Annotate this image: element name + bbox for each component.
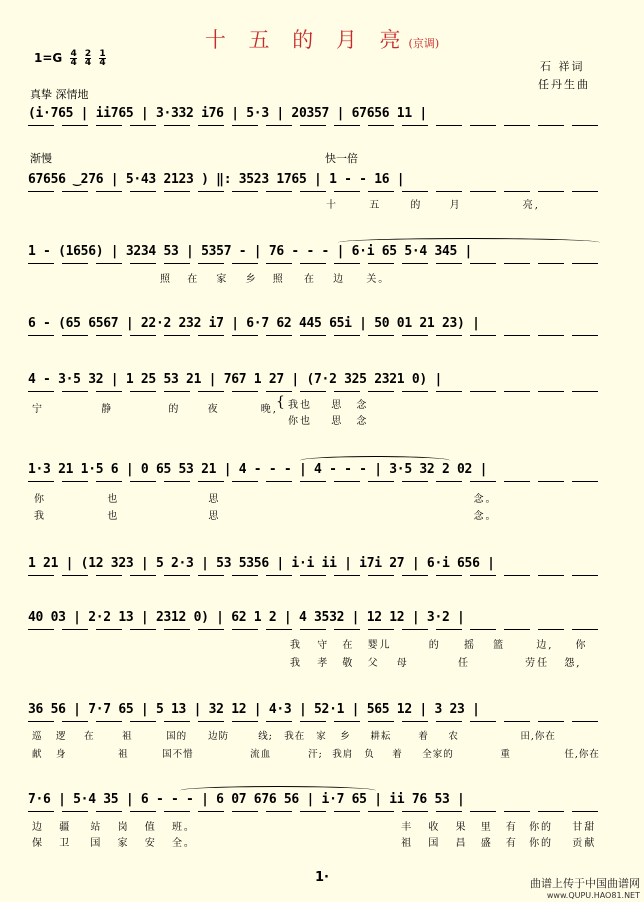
- lyric-word: 我: [34, 511, 46, 522]
- lyric-word: 思: [331, 416, 344, 427]
- lyric-word: 我: [290, 658, 302, 669]
- lyric-word: 着: [392, 749, 403, 760]
- lyric-word: 任: [457, 658, 470, 669]
- beam-line: [28, 811, 602, 812]
- lyrics-row-10-a: [32, 818, 596, 833]
- lyricist-credit: 石 祥词: [540, 60, 585, 73]
- lyric-word: 里: [480, 822, 493, 833]
- lyric-word: 母: [396, 658, 409, 669]
- lyric-word: 父: [367, 658, 380, 669]
- score-row-5: [28, 372, 602, 392]
- tempo-mark-faster: 快一倍: [325, 152, 358, 165]
- lyric-word: 的: [410, 200, 423, 211]
- lyric-word: 在: [187, 274, 200, 285]
- lyric-word: 身: [56, 749, 67, 760]
- score-row-2: [28, 172, 602, 192]
- lyric-word: 你: [575, 640, 588, 651]
- lyrics-row-8-b: [290, 654, 582, 669]
- notes-row-2: 67656 ‿276 | 5·43 2123 ) ‖: 3523 1765 | 1 - - 16 |: [28, 172, 405, 187]
- score-row-7: [28, 556, 602, 576]
- beam-line: [28, 263, 602, 264]
- lyric-word: 国不惜: [162, 749, 194, 760]
- verse-brace: {: [276, 394, 287, 410]
- lyric-word: 安: [144, 838, 157, 849]
- lyrics-row-5-b: [288, 396, 370, 411]
- lyric-word: 念: [356, 416, 369, 427]
- lyric-word: 收: [428, 822, 441, 833]
- lyric-word: 站: [90, 822, 103, 833]
- lyric-word: 田,你在: [520, 731, 556, 742]
- lyric-word: 照: [160, 274, 172, 285]
- lyric-word: 负: [364, 749, 375, 760]
- lyric-word: 十: [326, 200, 338, 211]
- lyric-word: 全家的: [422, 749, 454, 760]
- song-subtitle: (京调): [408, 37, 440, 50]
- lyric-word: 卫: [59, 838, 72, 849]
- lyric-word: 汗;: [308, 749, 323, 760]
- lyric-word: 贡献: [572, 838, 597, 849]
- lyric-word: 我: [290, 640, 302, 651]
- lyric-word: 逻: [56, 731, 67, 742]
- lyric-word: 念。: [473, 494, 498, 505]
- lyric-word: 边: [333, 274, 346, 285]
- lyric-word: 静: [101, 404, 114, 415]
- beam-line: [28, 191, 602, 192]
- lyric-word: 家: [216, 274, 229, 285]
- tie-slur: [338, 238, 600, 247]
- notes-row-7: 1 21 | (12 323 | 5 2·3 | 53 5356 | i·i ii | i7i 27 | 6·i 656 |: [28, 556, 495, 571]
- lyrics-row-9-a: [32, 728, 556, 742]
- notes-row-5: 4 - 3·5 32 | 1 25 53 21 | 767 1 27 | (7·2 325 2321 0) |: [28, 372, 442, 387]
- lyric-word: 在: [84, 731, 95, 742]
- lyric-word: 流血: [250, 749, 272, 760]
- lyric-word: 怨,: [564, 658, 582, 669]
- lyric-word: 乡: [340, 731, 351, 742]
- lyrics-row-5-c: [288, 412, 370, 427]
- lyric-word: 家: [117, 838, 130, 849]
- notes-row-9: 36 56 | 7·7 65 | 5 13 | 32 12 | 4·3 | 52·1 | 565 12 | 3 23 |: [28, 702, 480, 717]
- notes-row-3: 1 - (1656) | 3234 53 | 5357 - | 76 - - - | 6·i 65 5·4 345 |: [28, 244, 473, 259]
- score-row-6: [28, 462, 602, 482]
- beam-line: [28, 335, 602, 336]
- lyric-word: 你的: [529, 822, 554, 833]
- lyrics-row-5-a: [32, 400, 278, 415]
- lyric-word: 在: [303, 274, 316, 285]
- lyric-word: 国的: [166, 731, 188, 742]
- tie-slur: [180, 786, 376, 795]
- lyric-word: 的: [428, 640, 441, 651]
- key-signature: 1=G $\frac{4}{4}$ $\frac{2}{4}$ $\frac{1}{4}$: [34, 49, 106, 68]
- lyric-word: 守: [317, 640, 330, 651]
- lyric-word: 果: [455, 822, 468, 833]
- lyric-word: 婴儿: [367, 640, 392, 651]
- tie-slur: [300, 456, 450, 465]
- lyric-word: 你: [34, 494, 46, 505]
- score-row-8: [28, 610, 602, 630]
- lyric-word: 月: [449, 200, 462, 211]
- lyric-word: 岗: [117, 822, 130, 833]
- lyric-word: 国: [428, 838, 441, 849]
- lyric-word: 全。: [171, 838, 196, 849]
- lyric-word: 五: [369, 200, 382, 211]
- song-title: 十 五 的 月 亮(京调): [204, 28, 440, 52]
- lyric-word: 也: [107, 494, 120, 505]
- lyric-word: 乡: [245, 274, 258, 285]
- lyric-word: 边防: [208, 731, 230, 742]
- lyrics-row-10-b: [32, 834, 596, 849]
- lyric-word: 有: [505, 822, 518, 833]
- lyric-word: 孝: [317, 658, 330, 669]
- lyric-word: 你也: [288, 416, 312, 427]
- site-url: www.QUPU.HAO81.NET: [546, 891, 640, 900]
- lyric-word: 国: [90, 838, 103, 849]
- notes-row-4: 6 - (65 6567 | 22·2 232 i7 | 6·7 62 445 65i | 50 01 21 23) |: [28, 316, 480, 331]
- lyric-word: 念。: [473, 511, 498, 522]
- lyric-word: 宁: [32, 404, 44, 415]
- expression-mark: 真挚 深情地: [30, 88, 89, 101]
- lyrics-row-6-b: [34, 507, 498, 522]
- lyric-word: 线;: [258, 731, 273, 742]
- site-name: 曲谱上传于中国曲谱网: [530, 877, 640, 890]
- lyric-word: 摇: [463, 640, 476, 651]
- site-watermark: [530, 878, 640, 902]
- lyric-word: 我肩: [332, 749, 354, 760]
- notes-row-10: 7·6 | 5·4 35 | 6 - - - | 6 07 676 56 | i·7 65 | ii 76 53 |: [28, 792, 465, 807]
- score-row-9: [28, 702, 602, 722]
- lyric-word: 有: [505, 838, 518, 849]
- lyric-word: 耕耘: [370, 731, 392, 742]
- score-row-1: [28, 106, 602, 126]
- lyric-word: 晚,: [260, 404, 278, 415]
- lyric-word: 我在: [284, 731, 306, 742]
- lyrics-row-2: [326, 196, 540, 211]
- lyric-word: 你的: [529, 838, 554, 849]
- lyric-word: 着: [418, 731, 429, 742]
- lyrics-row-9-b: [32, 746, 600, 760]
- lyrics-row-6-a: [34, 490, 498, 505]
- score-row-3: [28, 244, 602, 264]
- lyric-word: 也: [107, 511, 120, 522]
- lyric-word: 班。: [171, 822, 196, 833]
- meter-1: $\frac{4}{4}$: [70, 49, 77, 68]
- notes-row-1: (i·765 | ii765 | 3·332 i76 | 5·3 | 20357 | 67656 11 |: [28, 106, 427, 121]
- lyric-word: 敬: [342, 658, 355, 669]
- lyric-word: 疆: [59, 822, 72, 833]
- beam-line: [28, 481, 602, 482]
- lyric-word: 献: [32, 749, 43, 760]
- beam-line: [28, 391, 602, 392]
- lyric-word: 边,: [536, 640, 554, 651]
- lyric-word: 祖: [122, 731, 133, 742]
- lyric-word: 在: [342, 640, 355, 651]
- notes-row-6: 1·3 21 1·5 6 | 0 65 53 21 | 4 - - - | 4 - - - | 3·5 32 2 02 |: [28, 462, 488, 477]
- lyric-word: 盛: [480, 838, 493, 849]
- lyric-word: 保: [32, 838, 44, 849]
- score-row-4: [28, 316, 602, 336]
- lyric-word: 祖: [118, 749, 129, 760]
- lyric-word: 家: [316, 731, 327, 742]
- lyric-word: 夜: [207, 404, 220, 415]
- meter-2: $\frac{2}{4}$: [84, 49, 92, 68]
- lyric-word: 亮,: [522, 200, 540, 211]
- beam-line: [28, 575, 602, 576]
- lyrics-row-3: [160, 270, 390, 285]
- lyric-word: 重: [500, 749, 511, 760]
- lyric-word: 农: [448, 731, 459, 742]
- lyric-word: 的: [168, 404, 181, 415]
- lyric-word: 祖: [401, 838, 414, 849]
- lyric-word: 我也: [288, 400, 312, 411]
- lyric-word: 念: [356, 400, 369, 411]
- page-number: 1·: [315, 870, 329, 885]
- lyric-word: 任,你在: [564, 749, 600, 760]
- lyric-word: 照: [272, 274, 285, 285]
- lyric-word: 边: [32, 822, 44, 833]
- beam-line: [28, 721, 602, 722]
- beam-line: [28, 629, 602, 630]
- lyric-word: 丰: [401, 822, 414, 833]
- beam-line: [28, 125, 602, 126]
- lyric-word: 甘甜: [572, 822, 597, 833]
- lyric-word: 思: [331, 400, 344, 411]
- lyric-word: 篮: [493, 640, 506, 651]
- lyric-word: 思: [208, 494, 221, 505]
- lyric-word: 巡: [32, 731, 43, 742]
- lyric-word: 劳任: [525, 658, 550, 669]
- notes-row-8: 40 03 | 2·2 13 | 2312 0) | 62 1 2 | 4 3532 | 12 12 | 3·2 |: [28, 610, 465, 625]
- lyric-word: 关。: [366, 274, 391, 285]
- score-row-10: [28, 792, 602, 812]
- composer-credit: 任丹生曲: [538, 78, 590, 91]
- meter-3: $\frac{1}{4}$: [99, 49, 106, 68]
- lyric-word: 值: [144, 822, 157, 833]
- lyric-word: 思: [208, 511, 221, 522]
- tempo-mark-slow: 渐慢: [30, 152, 52, 165]
- lyric-word: 昌: [455, 838, 468, 849]
- lyrics-row-8-a: [290, 636, 590, 651]
